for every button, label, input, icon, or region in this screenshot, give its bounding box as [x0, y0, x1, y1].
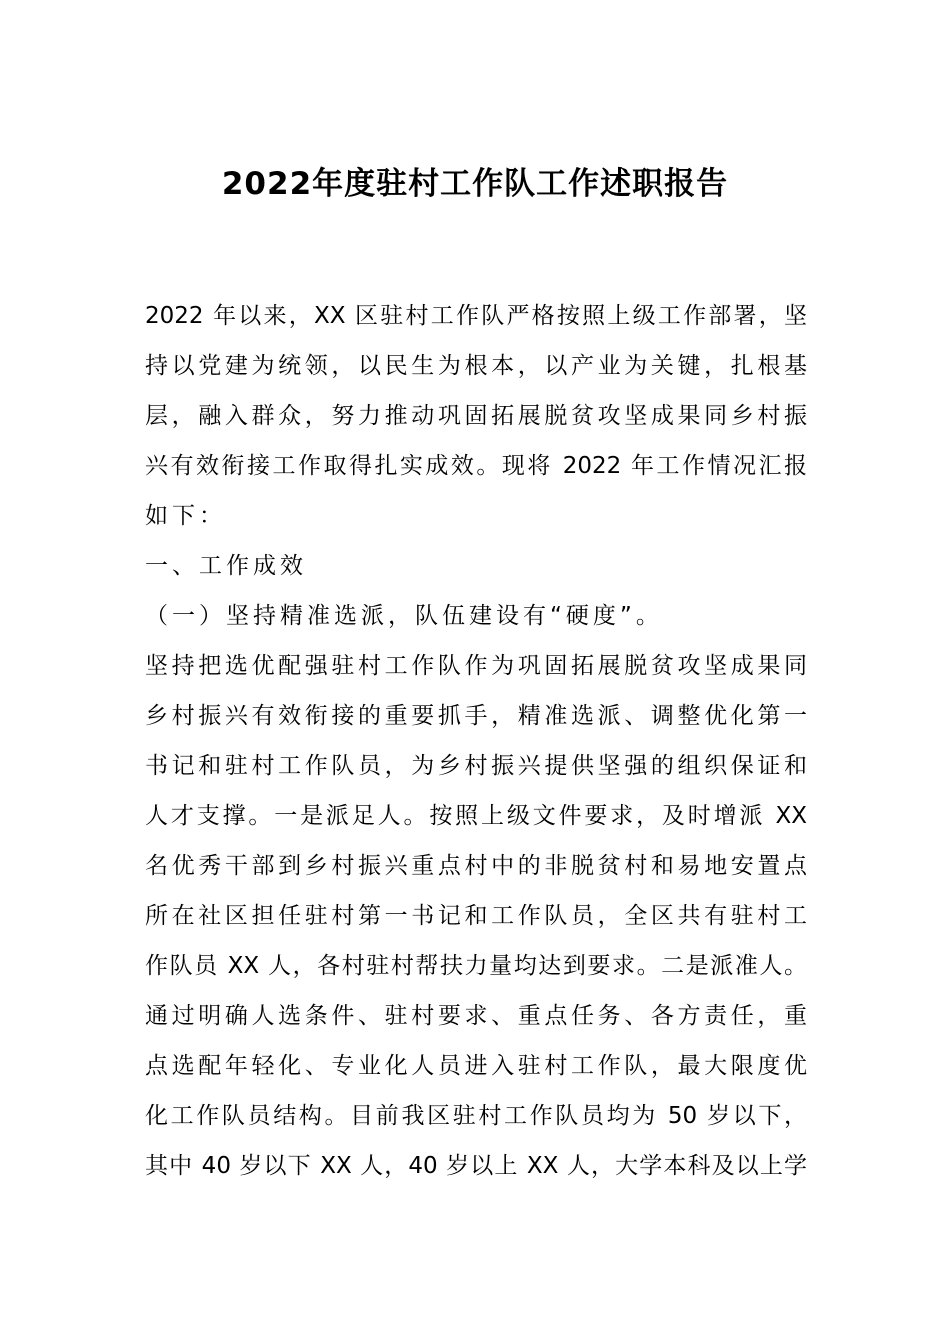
paragraph-line: 如下：	[145, 503, 226, 529]
paragraph-line: 持以党建为统领，以民生为根本，以产业为关键，扎根基	[145, 353, 807, 379]
paragraph-line: 乡村振兴有效衔接的重要抓手，精准选派、调整优化第一	[145, 703, 807, 729]
subsection-heading: （一）坚持精准选派，队伍建设有“硬度”。	[145, 603, 663, 629]
document-title: 2022年度驻村工作队工作述职报告	[221, 166, 729, 202]
paragraph-line: 其中 40 岁以下 XX 人，40 岁以上 XX 人，大学本科及以上学	[145, 1153, 807, 1179]
paragraph-line: 化工作队员结构。目前我区驻村工作队员均为 50 岁以下，	[145, 1103, 807, 1129]
paragraph-line: 层，融入群众，努力推动巩固拓展脱贫攻坚成果同乡村振	[145, 403, 807, 429]
document-body	[145, 296, 807, 1196]
paragraph-line: 书记和驻村工作队员，为乡村振兴提供坚强的组织保证和	[145, 753, 807, 779]
section-heading: 一、工作成效	[145, 553, 307, 579]
paragraph-line: 2022 年以来，XX 区驻村工作队严格按照上级工作部署，坚	[145, 303, 807, 329]
paragraph-line: 作队员 XX 人，各村驻村帮扶力量均达到要求。二是派准人。	[145, 953, 807, 979]
paragraph-line: 人才支撑。一是派足人。按照上级文件要求，及时增派 XX	[145, 803, 807, 829]
paragraph-line: 通过明确人选条件、驻村要求、重点任务、各方责任，重	[145, 1003, 807, 1029]
paragraph-line: 兴有效衔接工作取得扎实成效。现将 2022 年工作情况汇报	[145, 453, 807, 479]
paragraph-line: 点选配年轻化、专业化人员进入驻村工作队，最大限度优	[145, 1053, 807, 1079]
paragraph-line: 坚持把选优配强驻村工作队作为巩固拓展脱贫攻坚成果同	[145, 653, 807, 679]
paragraph-line: 所在社区担任驻村第一书记和工作队员，全区共有驻村工	[145, 903, 807, 929]
paragraph-line: 名优秀干部到乡村振兴重点村中的非脱贫村和易地安置点	[145, 853, 807, 879]
